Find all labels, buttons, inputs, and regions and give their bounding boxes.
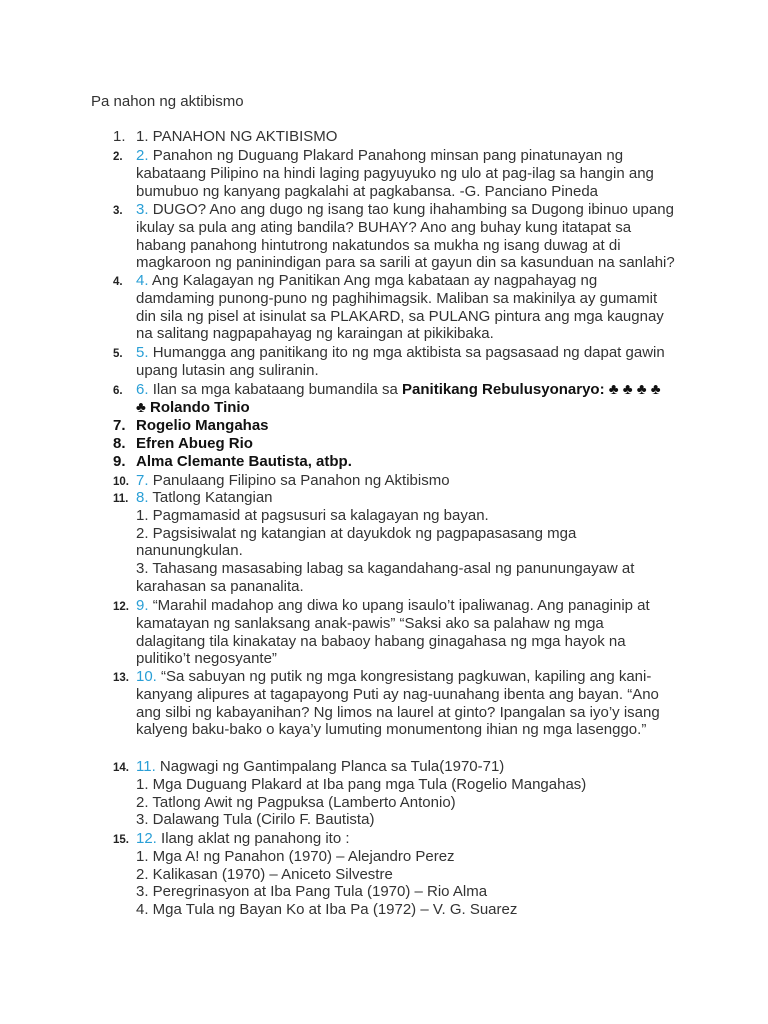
list-marker: 7. xyxy=(113,417,126,434)
emphasis-text: Alma Clemante Bautista, atbp. xyxy=(136,453,352,470)
item-text-line: damdaming punong-puno ng paghihimagsik. Maliban sa makinilya ay gumamit xyxy=(136,289,658,307)
list-item-11 xyxy=(113,489,634,596)
list-item-13 xyxy=(113,668,660,739)
list-marker: 10. xyxy=(113,476,129,488)
item-text-line: 1. Mga Duguang Plakard at Iba pang mga Tula (Rogelio Mangahas) xyxy=(136,775,587,793)
item-number: 9. xyxy=(136,597,149,614)
list-item-2 xyxy=(113,147,654,200)
list-marker: 15. xyxy=(113,834,129,846)
item-text: Ilan sa mga kabataang bumandila sa xyxy=(152,381,398,398)
item-text-line: 2. Tatlong Awit ng Pagpuksa (Lamberto Antonio) xyxy=(136,793,456,811)
emphasis-text: Efren Abueg Rio xyxy=(136,435,253,452)
list-marker: 12. xyxy=(113,601,129,613)
list-marker: 11. xyxy=(113,493,129,505)
item-text-line: kalyeng baku-bako o kaya’y lumuting monumentong ihian ng mga lasenggo.” xyxy=(136,721,647,739)
item-text-line: karahasan sa pananalita. xyxy=(136,577,304,595)
list-item-5 xyxy=(113,344,665,380)
item-text: Tatlong Katangian xyxy=(152,489,273,506)
item-number: 5. xyxy=(136,344,149,361)
list-item-4 xyxy=(113,272,664,343)
item-text-line: kabataang Pilipino na hindi laging pagyuyuko ng ulo at pag-ilag sa hangin ang xyxy=(136,164,654,182)
item-number: 6. xyxy=(136,381,149,398)
emphasis-text: Rogelio Mangahas xyxy=(136,417,269,434)
item-text-line xyxy=(113,128,338,146)
list-marker: 9. xyxy=(113,453,126,470)
item-text-line: kamatayan ng sanlaksang anak-pawis” “Saksi ako sa palahaw ng mga xyxy=(136,614,604,632)
item-text-line xyxy=(113,453,352,471)
list-marker: 2. xyxy=(113,151,123,163)
item-text-line xyxy=(113,435,253,453)
item-text-line xyxy=(113,272,664,290)
item-text: “Marahil madahop ang diwa ko upang isaulo’t ipaliwanag. Ang panaginip at xyxy=(152,597,650,614)
item-text: 1. PANAHON NG AKTIBISMO xyxy=(136,128,338,145)
item-text-line: magkaroon ng paninindigan para sa sarili at gayun din sa kasunduan na sanlahi? xyxy=(136,254,675,272)
item-number: 2. xyxy=(136,147,149,164)
list-marker: 1. xyxy=(113,128,126,145)
item-text: Ang Kalagayan ng Panitikan Ang mga kabataan ay nagpahayag ng xyxy=(151,272,598,289)
list-marker: 4. xyxy=(113,276,123,288)
list-item-15 xyxy=(113,830,517,919)
list-item-9 xyxy=(113,453,352,471)
list-item-6 xyxy=(113,381,661,417)
emphasis-text: ♣ Rolando Tinio xyxy=(136,398,250,416)
item-text-line: 1. Mga A! ng Panahon (1970) – Alejandro Perez xyxy=(136,847,455,865)
item-text-line xyxy=(113,381,661,399)
emphasis-text: Panitikang Rebulusyonaryo: ♣ ♣ ♣ ♣ xyxy=(402,381,661,398)
item-text-line xyxy=(113,597,650,615)
list-marker: 14. xyxy=(113,762,129,774)
item-text-line xyxy=(113,417,269,435)
item-text-line: na salitang nagpapahayag ng karaingan at pikikibaka. xyxy=(136,325,494,343)
item-text-line: 2. Pagsisiwalat ng katangian at dayukdok ng pagpapasasang mga xyxy=(136,524,577,542)
list-item-14 xyxy=(113,758,586,829)
list-item-1 xyxy=(113,128,337,146)
item-text-line: ikulay sa pula ang ating bandila? BUHAY? Ano ang buhay kung itatapat sa xyxy=(136,218,632,236)
item-text: Panulaang Filipino sa Panahon ng Aktibismo xyxy=(152,472,450,489)
item-text-line: 3. Tahasang masasabing labag sa kagandahang-asal ng panunungayaw at xyxy=(136,560,635,578)
item-text-line: ang silbi ng kabayanihan? Ng limos na laurel at ginto? Ipangalan sa iyo’y isang xyxy=(136,703,660,721)
item-text-line: pulitiko’t negosyante” xyxy=(136,650,277,668)
item-text-line: 3. Dalawang Tula (Cirilo F. Bautista) xyxy=(136,811,375,829)
item-text: Panahon ng Duguang Plakard Panahong minsan pang pinatunayan ng xyxy=(152,147,624,164)
list-item-3 xyxy=(113,201,675,272)
list-item-7 xyxy=(113,417,269,435)
item-text-line: nanunungkulan. xyxy=(136,542,243,560)
item-number: 4. xyxy=(136,272,149,289)
item-text-line: kanyang alipures at tagapayong Puti ay nag-uunahang ibenta ang bayan. “Ano xyxy=(136,685,659,703)
item-text: Humangga ang panitikang ito ng mga aktibista sa pagsasaad ng dapat gawin xyxy=(152,344,665,361)
item-text: DUGO? Ano ang dugo ng isang tao kung ihahambing sa Dugong ibinuo upang xyxy=(152,201,674,218)
item-number: 12. xyxy=(136,830,157,847)
item-number: 8. xyxy=(136,489,149,506)
list-item-12 xyxy=(113,597,650,668)
item-number: 11. xyxy=(136,758,156,775)
item-text: “Sa sabuyan ng putik ng mga kongresistang pagkuwan, kapiling ang kani- xyxy=(161,668,652,685)
item-text: Ilang aklat ng panahong ito : xyxy=(161,830,350,847)
list-marker: 13. xyxy=(113,672,129,684)
item-text: Nagwagi ng Gantimpalang Planca sa Tula(1970-71) xyxy=(159,758,505,775)
item-text-line xyxy=(113,489,634,507)
item-text-line xyxy=(113,201,675,219)
item-number: 7. xyxy=(136,472,149,489)
item-text-line xyxy=(113,758,586,776)
item-text-line xyxy=(113,668,660,686)
item-text-line: dalagitang tila kinakatay na babaoy habang ginagahasa ng mga hayok na xyxy=(136,632,626,650)
item-number: 10. xyxy=(136,668,157,685)
item-text-line xyxy=(113,472,450,490)
list-item-8 xyxy=(113,435,253,453)
item-text-line: upang lutasin ang suliranin. xyxy=(136,361,319,379)
item-text-line: 1. Pagmamasid at pagsusuri sa kalagayan ng bayan. xyxy=(136,506,489,524)
item-text-line: 3. Peregrinasyon at Iba Pang Tula (1970) – Rio Alma xyxy=(136,883,488,901)
list-marker: 6. xyxy=(113,385,123,397)
item-text-line xyxy=(113,147,654,165)
item-text-line: 4. Mga Tula ng Bayan Ko at Iba Pa (1972) – V. G. Suarez xyxy=(136,901,518,919)
item-number: 3. xyxy=(136,201,149,218)
item-text-line: 2. Kalikasan (1970) – Aniceto Silvestre xyxy=(136,865,393,883)
item-text-line: din sila ng pisel at isinulat sa PLAKARD, sa PULANG pintura ang mga kaugnay xyxy=(136,307,664,325)
list-marker: 3. xyxy=(113,205,123,217)
list-item-10 xyxy=(113,472,450,490)
item-text-line: bumubuo ng kanyang pagkalahi at pagkabansa. -G. Panciano Pineda xyxy=(136,182,599,200)
document-title: Pa nahon ng aktibismo xyxy=(91,93,244,110)
item-text-line: habang panahong hintutrong nakatundos sa mukha ng isang duwag at di xyxy=(136,236,621,254)
list-marker: 5. xyxy=(113,348,123,360)
item-text-line xyxy=(113,830,517,848)
item-text-line xyxy=(113,344,665,362)
list-marker: 8. xyxy=(113,435,126,452)
